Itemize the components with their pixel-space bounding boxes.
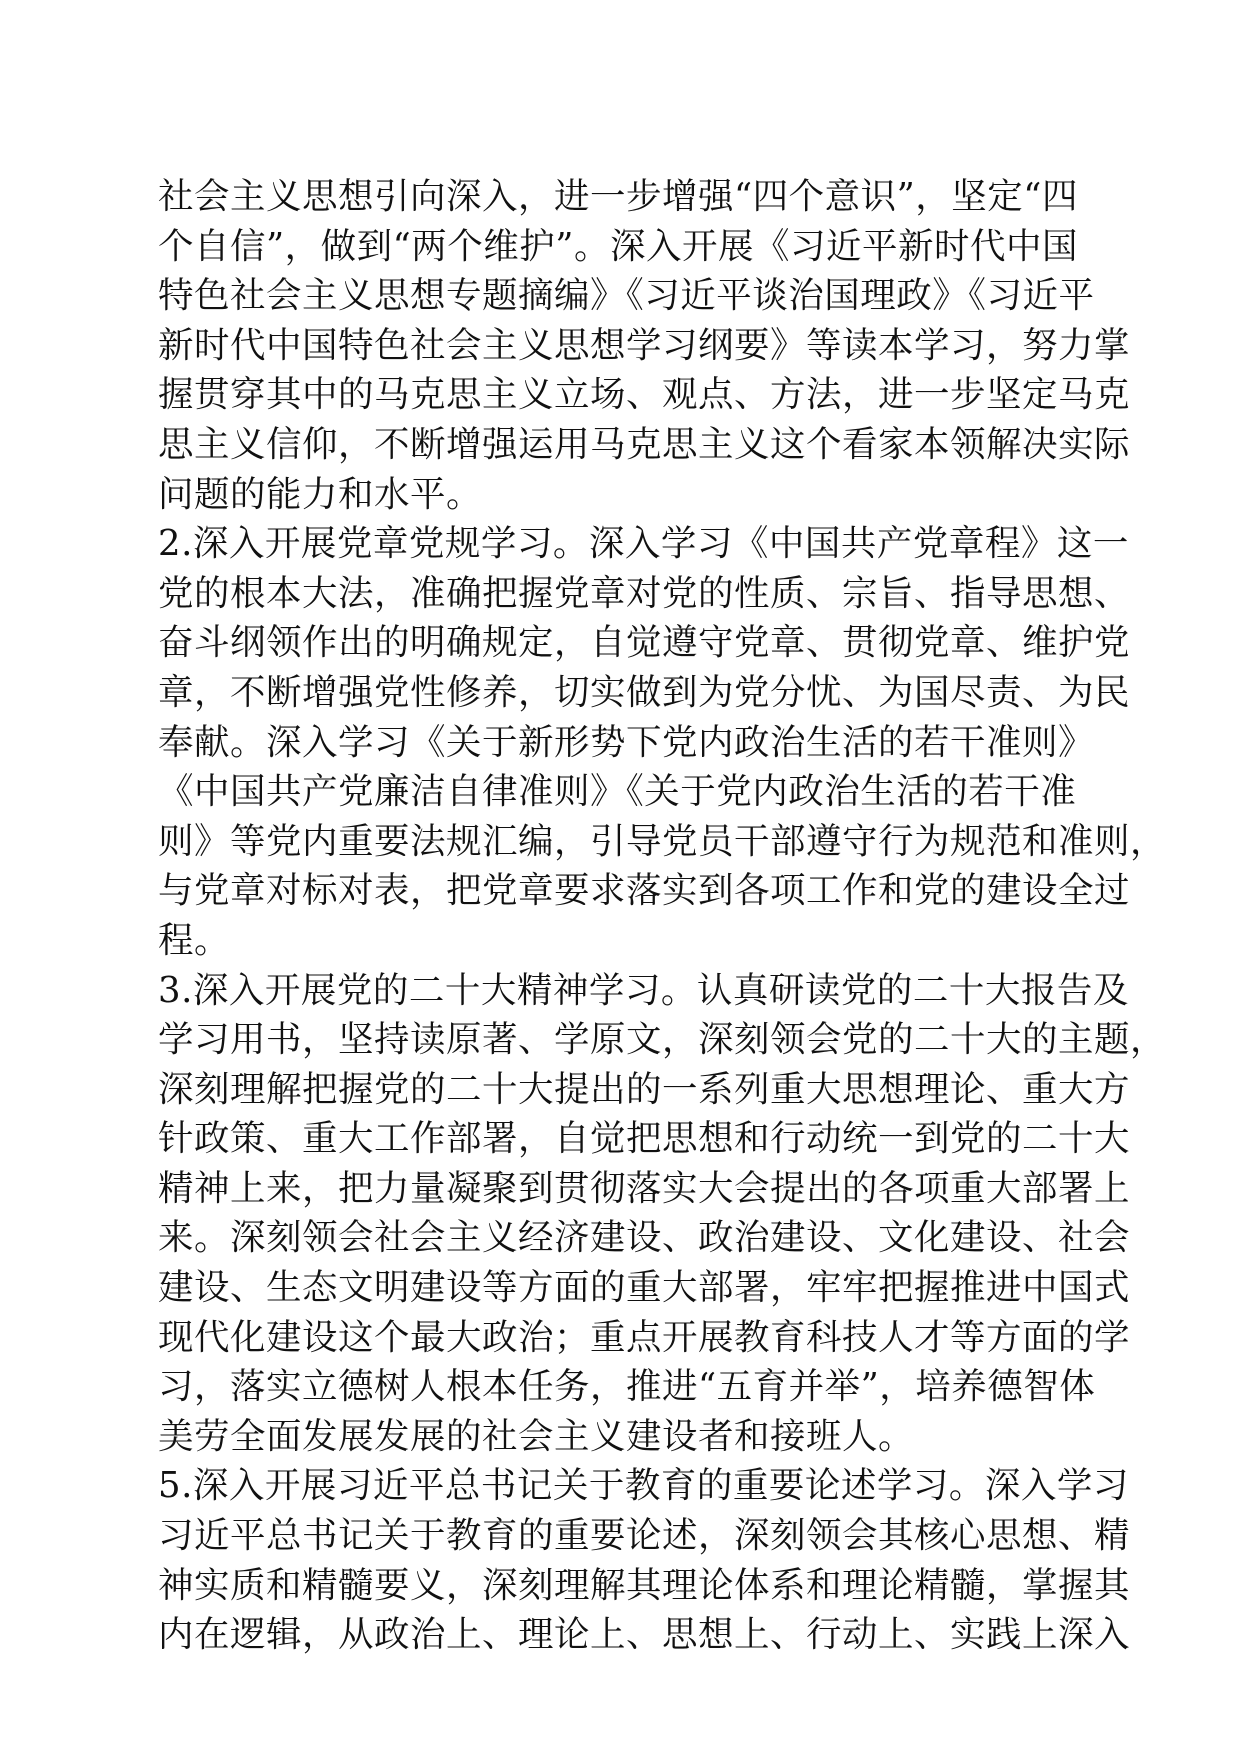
text-line: 党的根本大法，准确把握党章对党的性质、宗旨、指导思想、 (158, 572, 1131, 614)
text-line: 习，落实立德树人根本任务，推进“五育并举”，培养德智体 (158, 1366, 1096, 1408)
text-line: 深刻理解把握党的二十大提出的一系列重大思想理论、重大方 (158, 1068, 1131, 1110)
text-line: 神实质和精髓要义，深刻理解其理论体系和理论精髓，掌握其 (158, 1564, 1131, 1606)
text-line: 与党章对标对表，把党章要求落实到各项工作和党的建设全过 (158, 870, 1131, 912)
text-line: 奉献。深入学习《关于新形势下党内政治生活的若干准则》 (158, 721, 1095, 763)
text-line: 章，不断增强党性修养，切实做到为党分忧、为国尽责、为民 (158, 671, 1131, 713)
text-line: 美劳全面发展发展的社会主义建设者和接班人。 (158, 1415, 915, 1457)
text-line: 新时代中国特色社会主义思想学习纲要》等读本学习，努力掌 (158, 324, 1131, 366)
text-line: 来。深刻领会社会主义经济建设、政治建设、文化建设、社会 (158, 1217, 1131, 1259)
text-line: 5.深入开展习近平总书记关于教育的重要论述学习。深入学习 (158, 1465, 1129, 1507)
text-line: 《中国共产党廉洁自律准则》《关于党内政治生活的若干准 (158, 771, 1077, 813)
text-line: 针政策、重大工作部署，自觉把思想和行动统一到党的二十大 (158, 1118, 1131, 1160)
text-line: 思主义信仰，不断增强运用马克思主义这个看家本领解决实际 (158, 423, 1131, 465)
text-line: 奋斗纲领作出的明确规定，自觉遵守党章、贯彻党章、维护党 (158, 622, 1131, 664)
text-line: 社会主义思想引向深入，进一步增强“四个意识”，坚定“四 (158, 176, 1078, 217)
text-line: 个自信”，做到“两个维护”。深入开展《习近平新时代中国 (158, 225, 1078, 267)
text-line: 则》等党内重要法规汇编，引导党员干部遵守行为规范和准则， (158, 820, 1167, 862)
text-line: 3.深入开展党的二十大精神学习。认真研读党的二十大报告及 (158, 969, 1129, 1011)
text-line: 握贯穿其中的马克思主义立场、观点、方法，进一步坚定马克 (158, 374, 1131, 416)
text-line: 学习用书，坚持读原著、学原文，深刻领会党的二十大的主题， (158, 1019, 1167, 1061)
body-text (158, 172, 1167, 1660)
text-line: 特色社会主义思想专题摘编》《习近平谈治国理政》《习近平 (158, 275, 1095, 317)
text-line: 建设、生态文明建设等方面的重大部署，牢牢把握推进中国式 (158, 1267, 1131, 1309)
text-line: 程。 (158, 919, 231, 961)
text-line: 习近平总书记关于教育的重要论述，深刻领会其核心思想、精 (158, 1515, 1131, 1557)
text-line: 问题的能力和水平。 (158, 473, 483, 515)
text-line: 2.深入开展党章党规学习。深入学习《中国共产党章程》这一 (158, 523, 1129, 565)
text-line: 现代化建设这个最大政治；重点开展教育科技人才等方面的学 (158, 1316, 1131, 1358)
text-line: 精神上来，把力量凝聚到贯彻落实大会提出的各项重大部署上 (158, 1167, 1131, 1209)
text-line: 内在逻辑，从政治上、理论上、思想上、行动上、实践上深入 (158, 1614, 1131, 1656)
